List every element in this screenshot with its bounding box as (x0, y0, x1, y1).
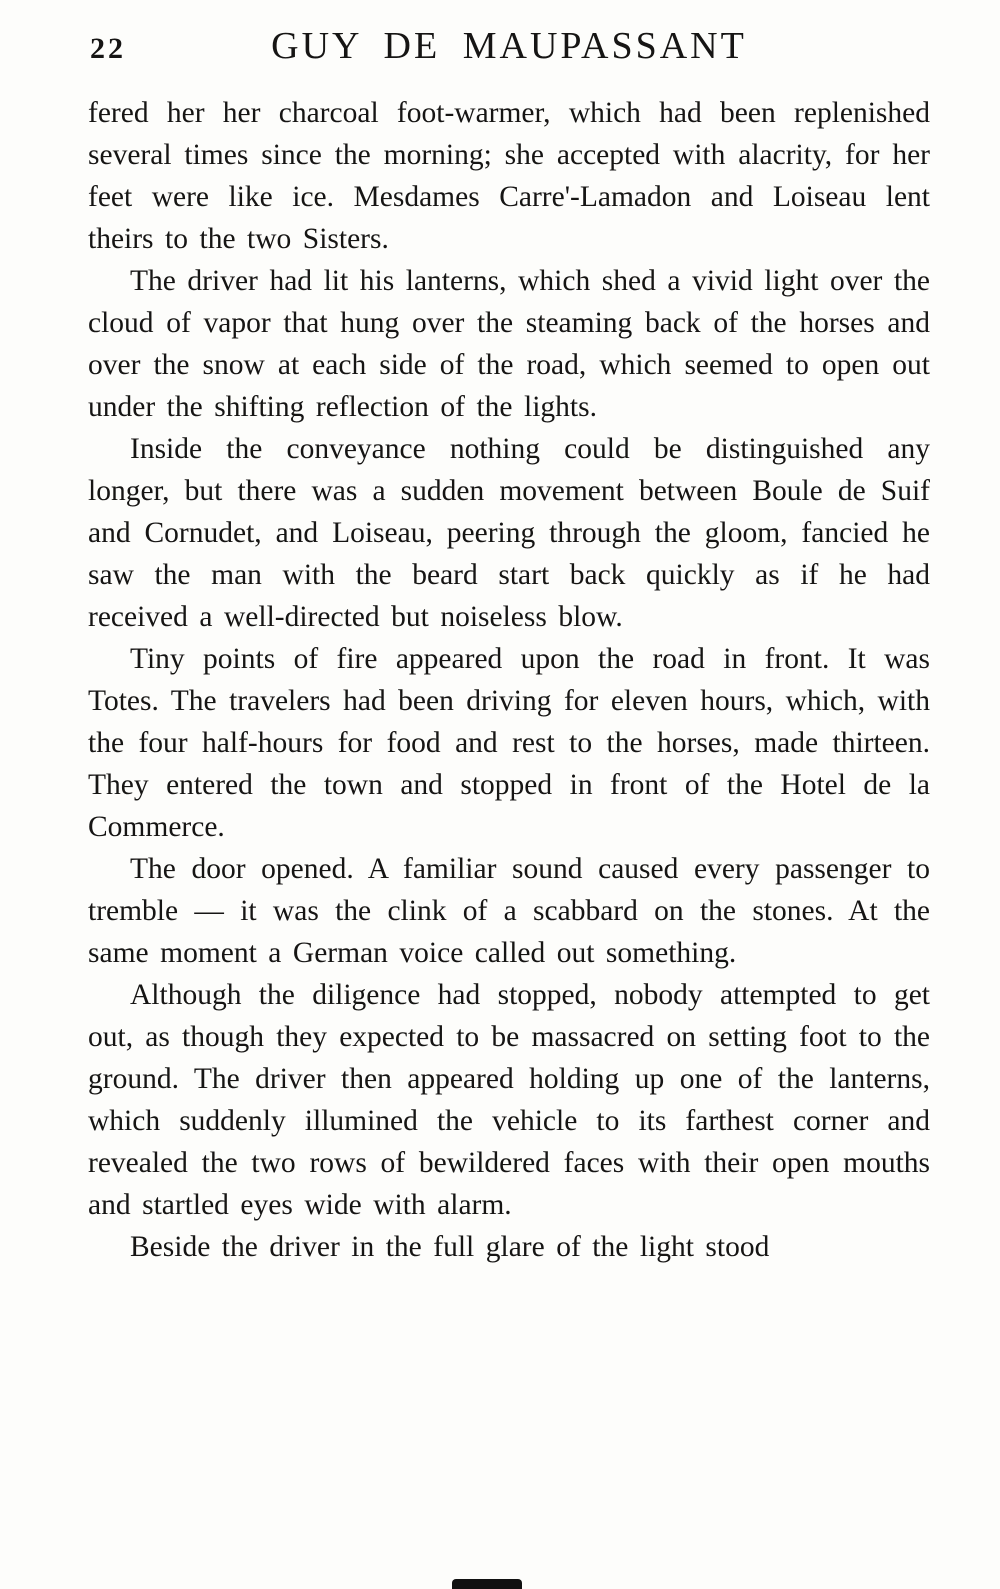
paragraph: The driver had lit his lanterns, which shed a vivid light over the cloud of vapor that hung over the steaming back of the horses and over the snow at each side of the road, which seemed to open out under the shifting reflection of the lights. (88, 265, 930, 423)
page-header (88, 22, 930, 86)
paragraph: The door opened. A familiar sound caused every passenger to tremble — it was the clink of a scabbard on the stones. At the same moment a German voice called out something. (88, 853, 930, 969)
paragraph: Inside the conveyance nothing could be distinguished any longer, but there was a sudden movement between Boule de Suif and Cornudet, and Loiseau, peering through the gloom, fancied he saw the man with the beard start back quickly as if he had received a well-directed but noiseless blow. (88, 433, 930, 633)
running-header-title: GUY DE MAUPASSANT (271, 25, 747, 67)
scan-artifact (452, 1579, 522, 1589)
paragraph-continuation: fered her her charcoal foot-warmer, which had been replenished several times since the morning; she accepted with alacrity, for her feet were like ice. Mesdames Carre'-Lamadon and Loiseau lent theirs to the two Sisters. (88, 97, 930, 255)
paragraph: Tiny points of fire appeared upon the road in front. It was Totes. The travelers had been driving for eleven hours, which, with the four half-hours for food and rest to the horses, made thirteen. They entered the town and stopped in front of the Hotel de la Commerce. (88, 643, 930, 843)
page-body (88, 92, 930, 1268)
page-number: 22 (90, 32, 126, 65)
paragraph: Beside the driver in the full glare of the light stood (130, 1231, 770, 1263)
paragraph: Although the diligence had stopped, nobody attempted to get out, as though they expected to be massacred on setting foot to the ground. The driver then appeared holding up one of the lanterns, which suddenly illumined the vehicle to its farthest corner and revealed the two rows of bewildered faces with their open mouths and startled eyes wide with alarm. (88, 979, 930, 1221)
